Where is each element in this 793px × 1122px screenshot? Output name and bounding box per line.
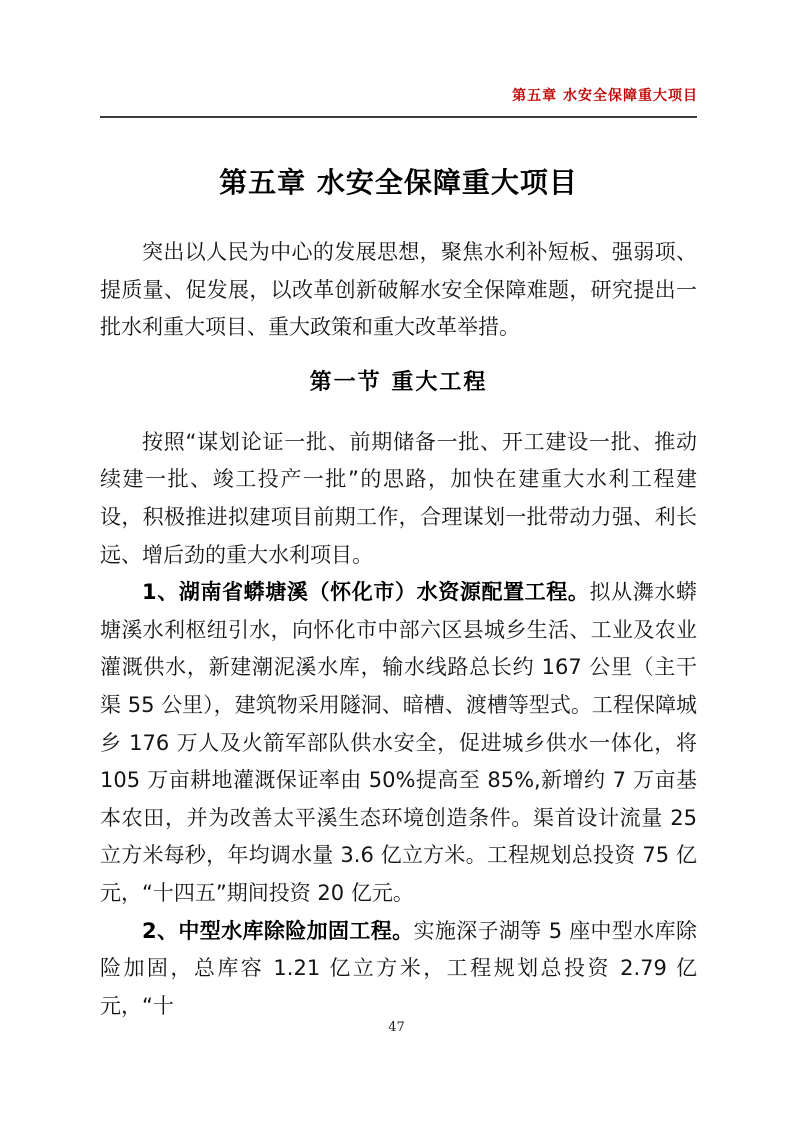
page-footer	[0, 1016, 793, 1035]
project-item-2-body: 实施深子湖等 5 座中型水库除险加固，总库容 1.21 亿立方米，工程规划总投资 2.79 亿元，“十	[100, 918, 697, 1018]
running-header: 第五章 水安全保障重大项目	[512, 88, 698, 104]
intro-paragraph: 突出以人民为中心的发展思想，聚焦水利补短板、强弱项、提质量、促发展，以改革创新破解水安全保障难题，研究提出一批水利重大项目、重大政策和重大改革举措。	[100, 240, 697, 340]
project-item-1-lead: 1、湖南省蟒塘溪（怀化市）水资源配置工程。	[142, 580, 590, 605]
project-item-1-body: 拟从㵲水蟒塘溪水利枢纽引水，向怀化市中部六区县城乡生活、工业及农业灌溉供水，新建潮泥溪水库，输水线路总长约 167 公里（主干渠 55 公里），建筑物采用隧洞、暗槽、渡槽等型式。工程保障城乡 176 万人及火箭军部队供水安全，促进城乡供水一体化，将 105 万亩耕地灌溉保证率由 50%提高至 85%,新增约 7 万亩基本农田，并为改善太平溪生态环境创造条件。渠首设计流量 25 立方米每秒，年均调水量 3.6 亿立方米。工程规划总投资 75 亿元，“十四五”期间投资 20 亿元。	[100, 580, 697, 905]
page-number: 47	[388, 1020, 405, 1035]
project-item-1	[100, 574, 697, 912]
section-intro-paragraph: 按照“谋划论证一批、前期储备一批、开工建设一批、推动续建一批、竣工投产一批”的思路，加快在建重大水利工程建设，积极推进拟建项目前期工作，合理谋划一批带动力强、利长远、增后劲的重大水利项目。	[100, 429, 697, 567]
project-item-2-lead: 2、中型水库除险加固工程。	[142, 918, 414, 943]
project-item-2	[100, 913, 697, 1026]
chapter-title: 第五章 水安全保障重大项目	[219, 166, 578, 199]
page-content	[100, 0, 697, 1025]
section-heading: 第一节 重大工程	[309, 369, 488, 395]
